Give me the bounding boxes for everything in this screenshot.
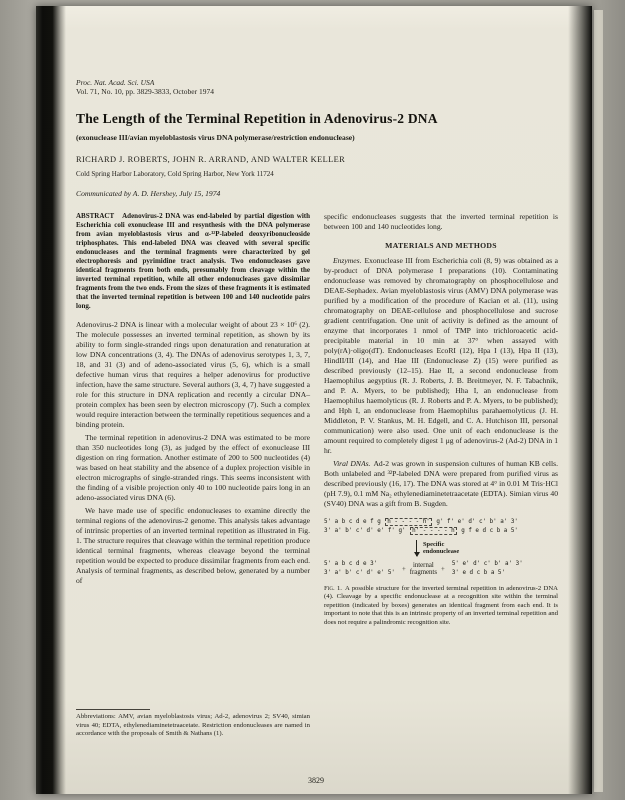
viral-dnas-text: Ad-2 was grown in suspension cultures of human KB cells. Both unlabeled and ³²P-labeled DNA were prepared from purified virus as described previously (16, 17). The DNA was stored at 4° in 0.01 M Tris·HCl (pH 7.9), 0.1 mM Na₂ ethylenediaminetetraacetate (EDTA). Simian virus 40 (SV40) DNA was a gift from B. Sugden. xyxy=(324,459,558,508)
plus-sign: + xyxy=(401,565,406,573)
two-column-body xyxy=(76,212,558,752)
figure-caption-text: A possible structure for the inverted terminal repetition in adenovirus-2 DNA (4). Cleavage by a specific endonuclease at a recognition site within the terminal repetition (indicated by boxes) generates an identical fragment from each end. It is important to note that this is an intrinsic property of an inverted terminal repetition and does not require a palindromic recognition site. xyxy=(324,585,558,626)
body-paragraph: Adenovirus-2 DNA is linear with a molecular weight of about 23 × 10⁶ (2). The molecule possesses an inverted terminal repetition, as shown by its ability to form single-stranded rings upon denaturation and renaturation at low DNA concentrations (3, 4). The DNAs of adenovirus serotypes 1, 3, 7, 18, and 31 (3) and of adeno-associated virus (5, 6), which is a small defective human virus that requires a helper adenovirus for productive infection, have the same structure. Several authors (3, 4, 7) have suggested a role for this structure in DNA replication and recently a circular DNA–protein complex has been seen by electron microscopy (7). Such a complex would require interaction between the terminally repetitious sequences and a binding protein. xyxy=(76,320,310,429)
page-title: The Length of the Terminal Repetition in Adenovirus-2 DNA xyxy=(76,111,438,126)
left-terminal-fragment: 5' a b c d e 3' 3' a' b' c' d' e' 5' xyxy=(324,561,395,576)
page-right-shadow xyxy=(568,6,592,794)
body-paragraph: We have made use of specific endonucleases to examine directly the terminal regions of the adenovirus-2 genome. This analysis takes advantage of intrinsic properties of an inverted terminal repetition as illustrated in Fig. 1. The structure requires that cleavage within the terminal repetition produce identical terminal fragments, whereas cleavage beyond the terminal repetition would be expected to produce dissimilar fragments from each end. Analysis of terminal fragments, as described below, generated by a number of xyxy=(76,506,310,585)
paragraph-enzymes xyxy=(324,256,558,456)
plus-sign: + xyxy=(440,565,445,573)
recognition-site-box: h' - - - - h xyxy=(412,528,455,534)
enzymes-text: Exonuclease III from Escherichia coli (8, 9) was obtained as a by-product of DNA polymerase I preparations (10). Contaminating endonuclease was removed by chromatography on phosphocellulose and DEAE-Sephadex. Avian myeloblastosis virus (AMV) DNA polymerase was purified by a modification of the procedure of Kacian et al. (11), using chromatography on DEAE-cellulose and phosphocellulose and sucrose gradient centrifugation. One unit of activity is defined as the amount of enzyme that incorporates 1 nmol of TMP into trichloroacetic acid-precipitable material in 10 min at 37° when assayed with poly(rA)·oligo(dT). Endonucleases EcoRI (12), Hpa I (13), Hpa II (13), HindII/III (14), and Hae III (Endonuclease Z) (15) were purified as described previously (12–15). Hae II, a second endonuclease from Haemophilus aegyptius (R. J. Roberts, J. B. Breitmeyer, N. F. Tabachnik, and P. A. Myers, to be published); Hha I, an endonuclease from Haemophilus haemolyticus (R. J. Roberts and P. A. Myers, to be published); and Hph I, an endonuclease from Haemophilus parahaemolyticus (J. H. Middleton, P. V. Stankus, M. H. Edgell, and C. A. Hutchison III, personal communication) were also used. One unit of each endonuclease is the amount required to completely digest 1 μg of adenovirus-2 (Ad-2) DNA in 1 hr. xyxy=(324,256,558,455)
cleavage-products xyxy=(324,560,558,578)
paper-page xyxy=(36,6,592,794)
authors-line: RICHARD J. ROBERTS, JOHN R. ARRAND, AND WALTER KELLER xyxy=(76,155,346,164)
recognition-site-box: h - - - - h' xyxy=(387,519,430,525)
paper-keywords: (exonuclease III/avian myeloblastosis virus DNA polymerase/restriction endonuclease) xyxy=(76,133,355,142)
footnote-rule xyxy=(76,709,150,710)
paragraph-viral-dnas xyxy=(324,459,558,509)
communicated-line: Communicated by A. D. Hershey, July 15, 1974 xyxy=(76,189,221,198)
figure-caption-label: Fig. 1. xyxy=(324,585,342,592)
page-content xyxy=(66,6,566,794)
down-arrow-icon xyxy=(416,540,417,556)
journal-name: Proc. Nat. Acad. Sci. USA xyxy=(76,78,155,87)
footnote: Abbreviations: AMV, avian myeloblastosis virus; Ad-2, adenovirus 2; SV40, simian virus 40; EDTA, ethylenediaminetetraacetate. Restriction endonucleases are named in accordance with the proposals of Smith & Nathans (1). xyxy=(76,713,310,737)
journal-info xyxy=(76,78,558,96)
journal-issue: Vol. 71, No. 10, pp. 3829-3833, October 1974 xyxy=(76,87,214,96)
page-left-shadow xyxy=(36,6,66,794)
figure-caption xyxy=(324,585,558,627)
dna-top-strand: 5' a b c d e f g h - - - - h' g' f' e' d' c' b' a' 3' xyxy=(324,519,518,525)
enzymes-label: Enzymes. xyxy=(333,256,362,265)
viral-dnas-label: Viral DNAs. xyxy=(333,459,371,468)
left-column xyxy=(76,212,310,752)
body-paragraph: The terminal repetition in adenovirus-2 DNA was estimated to be more than 350 nucleotides long (3), as judged by the effect of exonuclease III digestion on ring formation. Another estimate of 200 to 500 nucleotides (4) was based on heat stability and the absence of a duplex projection visible in electron micrographs of single-stranded rings. This seems inconsistent with the finding of a visible projection only 40 to 100 nucleotide pairs long in an adeno-associated virus DNA (6). xyxy=(76,433,310,502)
page-number: 3829 xyxy=(308,776,324,785)
cleavage-arrow-row xyxy=(416,540,558,556)
abstract-label: ABSTRACT xyxy=(76,212,115,220)
affiliation: Cold Spring Harbor Laboratory, Cold Spring Harbor, New York 11724 xyxy=(76,170,274,178)
footnote-block xyxy=(76,709,310,752)
arrow-label: Specific endonuclease xyxy=(423,541,460,555)
section-heading-materials-and-methods: MATERIALS AND METHODS xyxy=(385,241,497,250)
continued-paragraph: specific endonucleases suggests that the inverted terminal repetition is between 100 and 140 nucleotides long. xyxy=(324,212,558,231)
internal-fragments-label: + internal fragments + xyxy=(401,562,445,576)
abstract xyxy=(76,212,310,311)
scan-edge-highlight xyxy=(594,10,603,792)
dna-bottom-strand: 3' a' b' c' d' e' f' g' h' - - - - h g f e d c b a 5' xyxy=(324,528,518,534)
figure-1 xyxy=(324,518,558,627)
right-terminal-fragment: 5' e' d' c' b' a' 3' 3' e d c b a 5' xyxy=(451,561,523,576)
abstract-text: Adenovirus-2 DNA was end-labeled by partial digestion with Escherichia coli exonuclease III and resynthesis with the DNA polymerase from avian myeloblastosis virus and α-³²P-labeled deoxyribonucleoside triphosphates. This end-labeled DNA was cleaved with several specific endonucleases and the terminal fragments were characterized by gel electrophoresis and pyrimidine tract analysis. Two endonucleases gave identical fragments from both ends, presumably from cleavage within the inverted terminal repetition, while all other endonucleases gave dissimilar fragments from the two ends. From the sizes of these fragments it is estimated that the inverted terminal repetition is between 100 and 140 nucleotide pairs long. xyxy=(76,212,310,310)
right-column xyxy=(324,212,558,752)
